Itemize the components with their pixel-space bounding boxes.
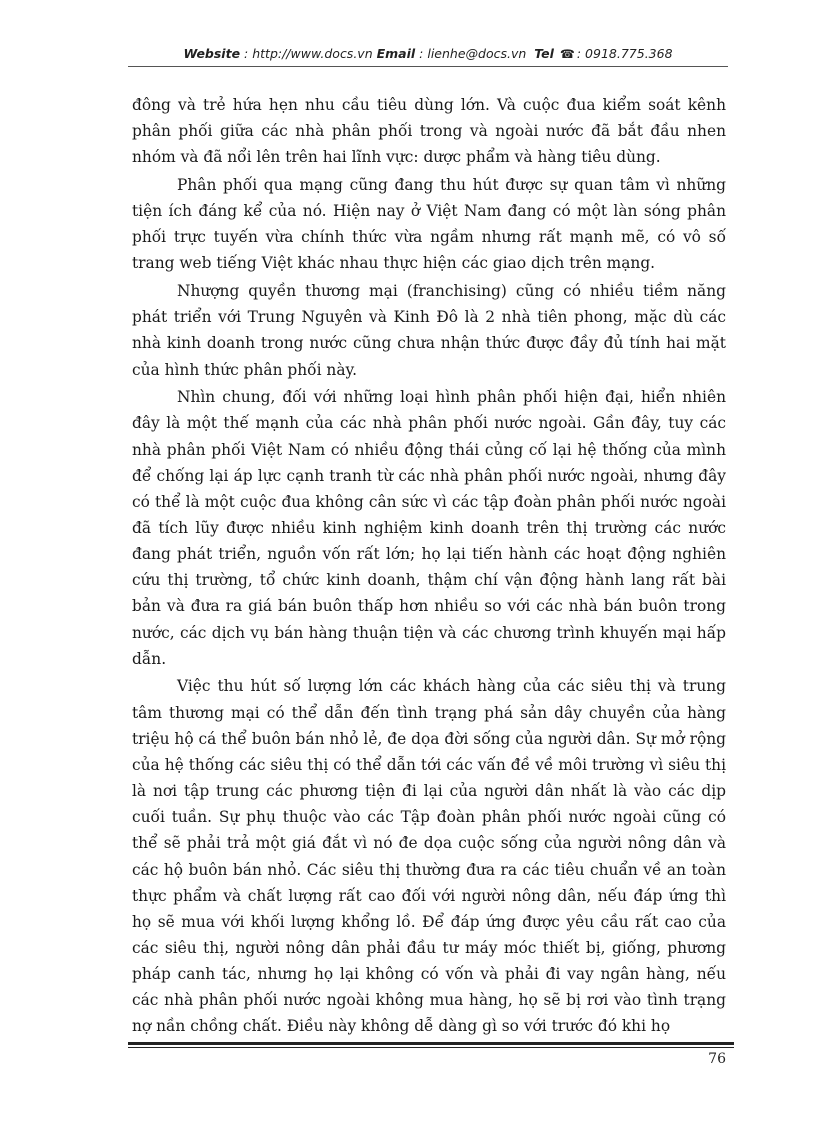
page-number: 76 [708,1051,726,1067]
paragraph-3: Nhượng quyền thương mại (franchising) cũng có nhiều tiềm năng phát triển với Trung Nguyên và Kinh Đô là 2 nhà tiên phong, mặc dù các nhà kinh doanh trong nước cũng chưa nhận thức được đầy đủ tính hai mặt của hình thức phân phối này. [132,282,726,379]
header-rule [128,66,728,67]
website-url: http://www.docs.vn [252,46,373,61]
footer-rule-thick [128,1042,734,1045]
page-header [128,46,728,61]
paragraph-2: Phân phối qua mạng cũng đang thu hút được sự quan tâm vì những tiện ích đáng kể của nó. Hiện nay ở Việt Nam đang có một làn sóng phân phối trực tuyến vừa chính thức vừa ngầm nhưng rất mạnh mẽ, có vô số trang web tiếng Việt khác nhau thực hiện các giao dịch trên mạng. [132,175,726,273]
paragraph-5: Việc thu hút số lượng lớn các khách hàng của các siêu thị và trung tâm thương mại có thể dẫn đến tình trạng phá sản dây chuyền của hàng triệu hộ cá thể buôn bán nhỏ lẻ, đe dọa đời sống của người dân. Sự mở rộng của hệ thống các siêu thị có thể dẫn tới các vấn đề về môi trường vì siêu thị là nơi tập trung các phương tiện đi lại của người dân nhất là vào các dịp cuối tuần. Sự phụ thuộc vào các Tập đoàn phân phối nước ngoài cũng có thể sẽ phải trả một giá đắt vì nó đe dọa cuộc sống của người nông dân và các hộ buôn bán nhỏ. Các siêu thị thường đưa ra các tiêu chuẩn về an toàn thực phẩm và chất lượng rất cao đối với người nông dân, nếu đáp ứng thì họ sẽ mua với khối lượng khổng lồ. Để đáp ứng được yêu cầu rất cao của các siêu thị, người nông dân phải đầu tư máy móc thiết bị, giống, phương pháp canh tác, nhưng họ lại không có vốn và phải đi vay ngân hàng, nếu các nhà phân phối nước ngoài không mua hàng, họ sẽ bị rơi vào tình trạng nợ nần chồng chất. Điều này không dễ dàng gì so với trước đó khi họ [132,677,726,1036]
document-body [132,92,726,1041]
phone-icon: ☎ [559,47,575,61]
footer-rule-thin [128,1047,734,1048]
email-value: lienhe@docs.vn [427,46,527,61]
paragraph-4: Nhìn chung, đối với những loại hình phân phối hiện đại, hiển nhiên đây là một thế mạnh của các nhà phân phối nước ngoài. Gần đây, tuy các nhà phân phối Việt Nam có nhiều động thái củng cố lại hệ thống của mình để chống lại áp lực cạnh tranh từ các nhà phân phối nước ngoài, nhưng đây có thể là một cuộc đua không cân sức vì các tập đoàn phân phối nước ngoài đã tích lũy được nhiều kinh nghiệm kinh doanh trên thị trường các nước đang phát triển, nguồn vốn rất lớn; họ lại tiến hành các hoạt động nghiên cứu thị trường, tổ chức kinh doanh, thậm chí vận động hành lang rất bài bản và đưa ra giá bán buôn thấp hơn nhiều so với các nhà bán buôn trong nước, các dịch vụ bán hàng thuận tiện và các chương trình khuyến mại hấp dẫn. [132,388,726,668]
website-separator: : [240,46,253,61]
tel-value: : 0918.775.368 [576,46,673,61]
email-separator: : [415,46,428,61]
tel-label: Tel [534,46,554,61]
paragraph-1: đông và trẻ hứa hẹn nhu cầu tiêu dùng lớn. Và cuộc đua kiểm soát kênh phân phối giữa các nhà phân phối trong và ngoài nước đã bắt đầu nhen nhóm và đã nổi lên trên hai lĩnh vực: dược phẩm và hàng tiêu dùng. [132,96,726,167]
website-label: Website [183,46,241,61]
email-label: Email [376,46,416,61]
